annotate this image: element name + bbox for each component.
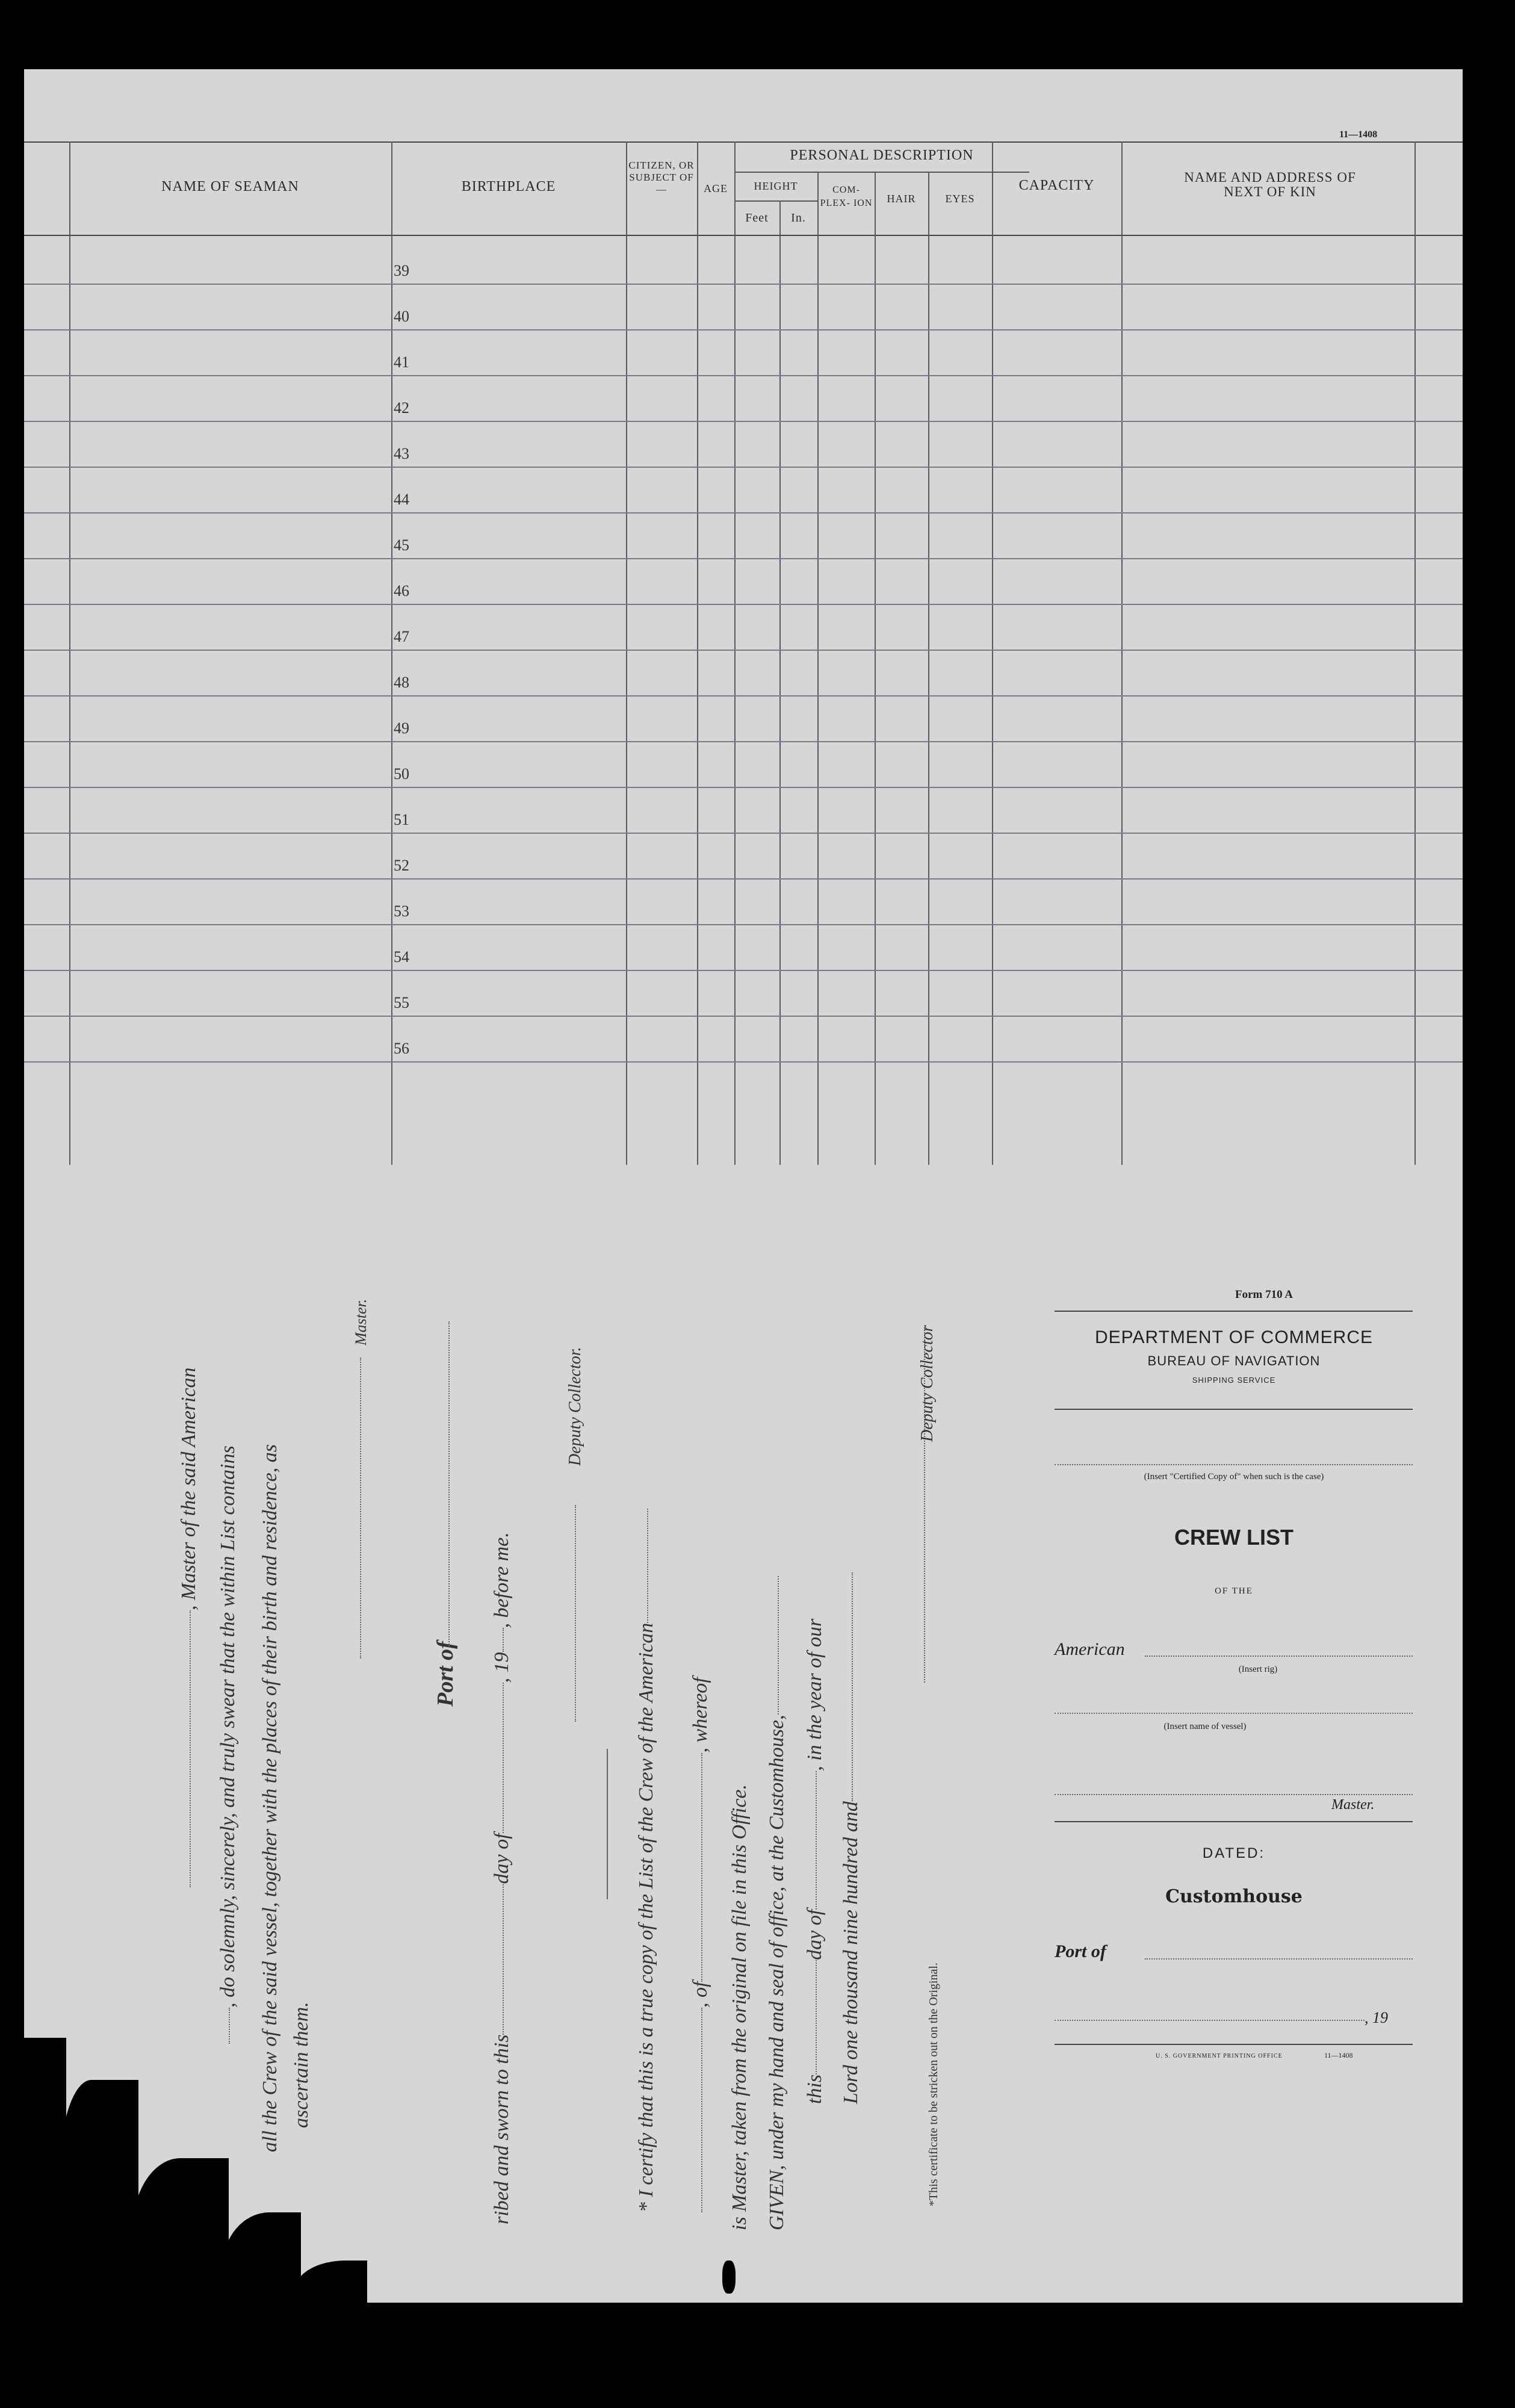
oath-before-me: , before me. bbox=[491, 1532, 513, 1628]
header-inches: In. bbox=[791, 211, 806, 225]
certificate-deputy-collector: Deputy Collector bbox=[918, 1325, 937, 1442]
table-row-number: 42 bbox=[394, 399, 409, 417]
table-row-divider bbox=[24, 833, 1463, 834]
certificate-this: this bbox=[804, 2074, 826, 2104]
header-birthplace: BIRTHPLACE bbox=[461, 179, 556, 194]
certificate-day-of: day of bbox=[804, 1909, 826, 1960]
oath-year: , 19 bbox=[491, 1652, 513, 1683]
table-row-number: 53 bbox=[394, 902, 409, 920]
table-row-number: 46 bbox=[394, 582, 409, 600]
certificate-in-year: , in the year of our bbox=[804, 1618, 826, 1771]
oath-line-2: , do solemnly, sincerely, and truly swear that the within List contains bbox=[217, 1445, 239, 2008]
table-row-divider bbox=[24, 787, 1463, 788]
table-row-number: 39 bbox=[394, 262, 409, 279]
table-row-divider bbox=[24, 604, 1463, 605]
cover-insert-vessel: (Insert name of vessel) bbox=[1163, 1722, 1247, 1731]
table-row-divider bbox=[24, 650, 1463, 651]
oath-port-of: Port of bbox=[433, 1641, 458, 1707]
table-row-divider bbox=[24, 741, 1463, 742]
certificate-whereof: , whereof bbox=[689, 1677, 711, 1753]
table-row-number: 49 bbox=[394, 719, 409, 737]
header-name-of-seaman: NAME OF SEAMAN bbox=[161, 179, 299, 194]
cover-service: SHIPPING SERVICE bbox=[1192, 1376, 1276, 1385]
table-row-divider bbox=[24, 421, 1463, 422]
certificate-footnote: *This certificate to be stricken out on the Original. bbox=[927, 1963, 940, 2206]
oath-deputy-collector: Deputy Collector. bbox=[566, 1347, 584, 1466]
table-row-divider bbox=[24, 329, 1463, 330]
table-row-divider bbox=[24, 375, 1463, 376]
certificate-lord: Lord one thousand nine hundred and bbox=[840, 1801, 862, 2104]
cover-title: CREW LIST bbox=[1174, 1525, 1293, 1550]
cover-master: Master. bbox=[1331, 1797, 1375, 1813]
header-age: AGE bbox=[704, 182, 728, 194]
cover-year: , 19 bbox=[1365, 2009, 1388, 2026]
table-row-divider bbox=[24, 1016, 1463, 1017]
table-row-divider bbox=[24, 512, 1463, 514]
table-row-number: 41 bbox=[394, 353, 409, 371]
cover-department: DEPARTMENT OF COMMERCE bbox=[1094, 1327, 1374, 1347]
table-row-number: 44 bbox=[394, 491, 409, 508]
cover-american: American bbox=[1055, 1639, 1125, 1659]
oath-line-4: ascertain them. bbox=[290, 2002, 312, 2128]
cover-port-of: Port of bbox=[1055, 1941, 1106, 1961]
table-row-number: 48 bbox=[394, 674, 409, 691]
header-height: HEIGHT bbox=[754, 180, 798, 192]
table-row-divider bbox=[24, 695, 1463, 697]
header-citizen: CITIZEN, OR SUBJECT OF— bbox=[628, 160, 695, 195]
header-personal-description: PERSONAL DESCRIPTION bbox=[790, 147, 974, 163]
cover-dated: DATED: bbox=[1202, 1845, 1266, 1861]
table-row-number: 51 bbox=[394, 811, 409, 828]
table-row-divider bbox=[24, 878, 1463, 880]
table-row-number: 40 bbox=[394, 308, 409, 325]
table-row-number: 45 bbox=[394, 536, 409, 554]
crew-list-form-page bbox=[24, 69, 1463, 2303]
table-row-number: 50 bbox=[394, 765, 409, 783]
cover-printing-office: U. S. GOVERNMENT PRINTING OFFICE bbox=[1156, 2053, 1283, 2059]
table-row-divider bbox=[24, 558, 1463, 559]
table-row-number: 52 bbox=[394, 857, 409, 874]
cover-form-label: Form 710 A bbox=[1235, 1288, 1293, 1301]
oath-master-label: Master. bbox=[352, 1299, 370, 1345]
cover-bureau: BUREAU OF NAVIGATION bbox=[1147, 1353, 1321, 1368]
table-row-divider bbox=[24, 467, 1463, 468]
certificate-of: , of bbox=[689, 1981, 711, 2008]
certificate-line-1: * I certify that this is a true copy of the List of the Crew of the American bbox=[635, 1622, 657, 2212]
table-row-divider bbox=[24, 924, 1463, 925]
oath-subscribed: ribed and sworn to this bbox=[491, 2034, 513, 2224]
table-row-number: 54 bbox=[394, 948, 409, 966]
cover-insert-certified: (Insert "Certified Copy of" when such is the case) bbox=[1144, 1472, 1324, 1482]
header-eyes: EYES bbox=[945, 193, 975, 205]
cover-of-the: OF THE bbox=[1215, 1586, 1253, 1596]
header-hair: HAIR bbox=[887, 193, 916, 205]
header-capacity: CAPACITY bbox=[1018, 178, 1095, 193]
table-row-divider bbox=[24, 970, 1463, 971]
certificate-line-2: is Master, taken from the original on file in this Office. bbox=[728, 1784, 751, 2230]
oath-line-1: , Master of the said American bbox=[178, 1367, 200, 1610]
cover-customhouse: Customhouse bbox=[1165, 1886, 1303, 1907]
table-row-number: 56 bbox=[394, 1040, 409, 1057]
header-complexion: COM- PLEX- ION bbox=[820, 185, 873, 208]
oath-line-3: all the Crew of the said vessel, together with the places of their birth and residence, as bbox=[259, 1444, 281, 2152]
oath-day-of: day of bbox=[491, 1833, 513, 1884]
cover-form-number-bottom: 11—1408 bbox=[1324, 2051, 1353, 2059]
certificate-line-3: GIVEN, under my hand and seal of office, at the Customhouse, bbox=[766, 1714, 788, 2230]
table-row-number: 55 bbox=[394, 994, 409, 1011]
table-row-divider bbox=[24, 284, 1463, 285]
header-feet: Feet bbox=[745, 211, 769, 225]
form-number-top: 11—1408 bbox=[1339, 129, 1378, 140]
cover-insert-rig: (Insert rig) bbox=[1238, 1665, 1278, 1674]
table-row-number: 47 bbox=[394, 628, 409, 645]
table-row-divider bbox=[24, 1061, 1463, 1063]
header-next-of-kin: NAME AND ADDRESS OF NEXT OF KIN bbox=[1184, 170, 1356, 199]
table-row-number: 43 bbox=[394, 445, 409, 462]
